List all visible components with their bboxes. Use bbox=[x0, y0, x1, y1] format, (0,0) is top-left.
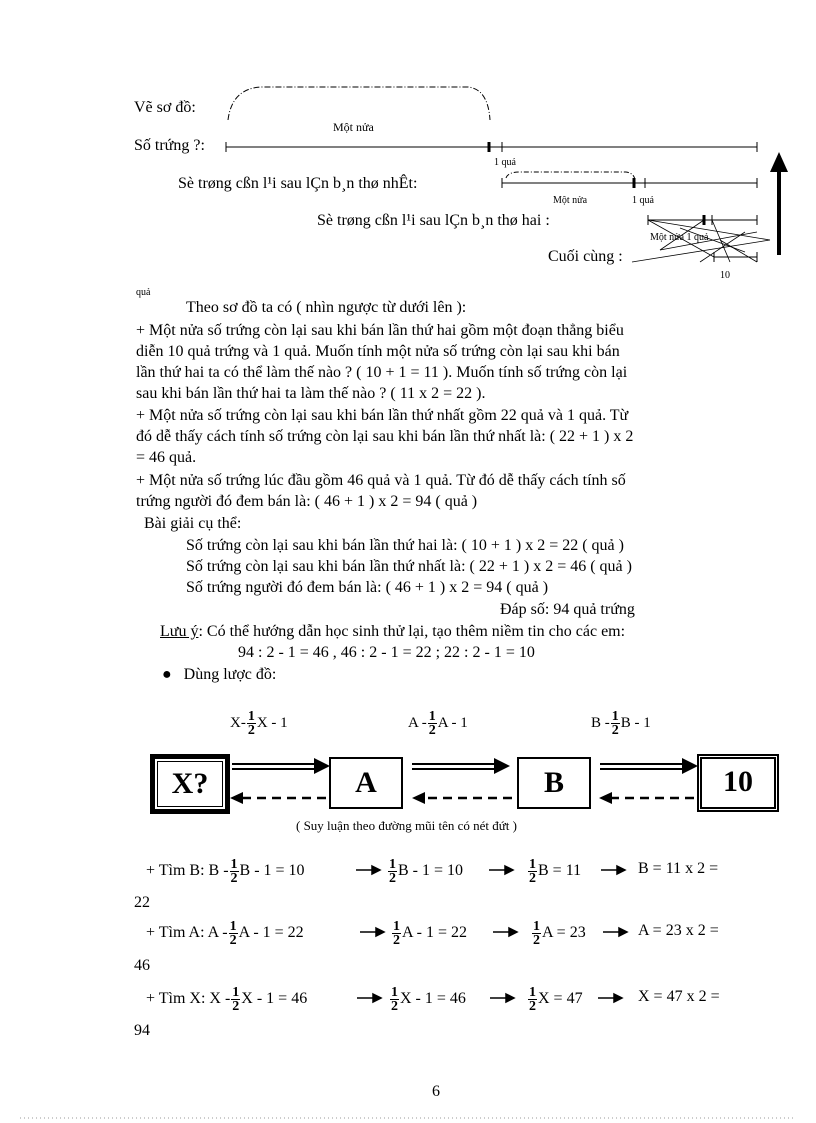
box-a: A bbox=[329, 757, 403, 809]
label-qua: quả bbox=[136, 287, 151, 298]
fraction-half: $\frac{1}{2}$ bbox=[611, 709, 619, 738]
solution-line-1: Số trứng còn lại sau khi bán lần thứ hai là: ( 10 + 1 ) x 2 = 22 ( quả ) bbox=[186, 537, 624, 554]
label-so-trung: Số trứng ?: bbox=[134, 137, 205, 154]
p3-line: + Một nửa số trứng lúc đầu gồm 46 quả và 1 quả. Từ đó dễ thấy cách tính số bbox=[136, 472, 626, 489]
forward-arrow-3 bbox=[600, 764, 684, 769]
p1-line: + Một nửa số trứng còn lại sau khi bán lần thứ hai gồm một đoạn thẳng biểu bbox=[136, 322, 624, 339]
op-label-2: A - $\frac{1}{2}$ A - 1 bbox=[408, 709, 468, 738]
p1-line: lần thứ hai ta có thể làm thế nào ? ( 10 + 1 = 11 ). Muốn tính số trứng còn lại bbox=[136, 364, 628, 381]
box-b: B bbox=[517, 757, 591, 809]
bai-giai: Bài giải cụ thể: bbox=[144, 515, 242, 532]
fraction-half: $\frac{1}{2}$ bbox=[529, 985, 536, 1014]
label-ve-so-do: Vẽ sơ đồ: bbox=[134, 99, 196, 116]
fraction-half: $\frac{1}{2}$ bbox=[229, 919, 237, 948]
label-10: 10 bbox=[720, 270, 730, 281]
forward-arrow-1 bbox=[232, 764, 316, 769]
solve-a-step3: $\frac{1}{2}$ A = 23 bbox=[533, 919, 586, 948]
luu-y-label: Lưu ý bbox=[160, 623, 199, 640]
solve-x-result: 94 bbox=[134, 1022, 150, 1039]
paragraph-1 bbox=[136, 320, 742, 404]
page-number: 6 bbox=[432, 1083, 440, 1100]
paragraph-2 bbox=[136, 405, 742, 468]
solve-a-step2: $\frac{1}{2}$ A - 1 = 22 bbox=[393, 919, 468, 948]
fraction-half: $\frac{1}{2}$ bbox=[393, 919, 400, 948]
p2-line: đó dễ thấy cách tính số trứng còn lại sau khi bán lần thứ nhất là: ( 22 + 1 ) x 2 bbox=[136, 428, 634, 445]
p1-line: diễn 10 quả trứng và 1 quả. Muốn tính một nửa số trứng còn lại sau khi bán bbox=[136, 343, 620, 360]
solve-x-step3: $\frac{1}{2}$ X = 47 bbox=[529, 985, 583, 1014]
fraction-half: $\frac{1}{2}$ bbox=[247, 709, 255, 738]
fraction-half: $\frac{1}{2}$ bbox=[230, 857, 238, 886]
solution-line-2: Số trứng còn lại sau khi bán lần thứ nhất là: ( 22 + 1 ) x 2 = 46 ( quả ) bbox=[186, 558, 632, 575]
solution-line-3: Số trứng người đó đem bán là: ( 46 + 1 ) x 2 = 94 ( quả ) bbox=[186, 579, 549, 596]
op-label-1: X- $\frac{1}{2}$ X - 1 bbox=[230, 709, 288, 738]
p1-line: sau khi bán lần thứ hai ta làm thế nào ? ( 11 x 2 = 22 ). bbox=[136, 385, 486, 402]
p2-line: = 46 quả. bbox=[136, 449, 197, 466]
label-mot-nua-3: Một nửa 1 quả bbox=[650, 232, 709, 243]
brace-half-2 bbox=[506, 172, 635, 180]
fraction-half: $\frac{1}{2}$ bbox=[232, 985, 240, 1014]
solve-b-step2: $\frac{1}{2}$ B - 1 = 10 bbox=[389, 857, 464, 886]
label-mot-nua-2: Một nửa bbox=[553, 195, 588, 206]
solve-a-result: 46 bbox=[134, 957, 150, 974]
forward-arrow-2 bbox=[412, 764, 496, 769]
bullet-icon: ● bbox=[162, 666, 172, 683]
label-row2: Sè trøng cßn l¹i sau lÇn b¸n thø nhÊt: bbox=[178, 175, 418, 192]
label-1-qua-1: 1 quả bbox=[494, 157, 516, 168]
solve-x: + Tìm X: X - $\frac{1}{2}$ X - 1 = 46 bbox=[146, 985, 308, 1014]
solve-x-step2: $\frac{1}{2}$ X - 1 = 46 bbox=[391, 985, 466, 1014]
label-row3: Sè trøng cßn l¹i sau lÇn b¸n thø hai : bbox=[317, 212, 550, 229]
box-10: 10 bbox=[697, 754, 779, 812]
solve-b: + Tìm B: B - $\frac{1}{2}$ B - 1 = 10 bbox=[146, 857, 305, 886]
flow-caption: ( Suy luận theo đường mũi tên có nét đứt ) bbox=[296, 818, 517, 833]
check-line: 94 : 2 - 1 = 46 , 46 : 2 - 1 = 22 ; 22 : 2 - 1 = 10 bbox=[238, 644, 535, 661]
paragraph-3 bbox=[136, 470, 742, 512]
fraction-half: $\frac{1}{2}$ bbox=[533, 919, 540, 948]
segment-diagram bbox=[0, 0, 816, 300]
solve-a: + Tìm A: A - $\frac{1}{2}$ A - 1 = 22 bbox=[146, 919, 304, 948]
p3-line: trứng người đó đem bán là: ( 46 + 1 ) x 2 = 94 ( quả ) bbox=[136, 493, 478, 510]
solve-a-step4: A = 23 x 2 = bbox=[638, 922, 719, 939]
solve-x-step4: X = 47 x 2 = bbox=[638, 988, 720, 1005]
bullet-item bbox=[162, 666, 276, 684]
solve-b-step3: $\frac{1}{2}$ B = 11 bbox=[529, 857, 582, 886]
dung-luoc-do: Dùng lược đồ: bbox=[183, 666, 277, 683]
dap-so: Đáp số: 94 quả trứng bbox=[500, 601, 635, 618]
label-1-qua-2: 1 quả bbox=[632, 195, 654, 206]
op-label-3: B - $\frac{1}{2}$ B - 1 bbox=[591, 709, 651, 738]
label-mot-nua-1: Một nửa bbox=[333, 120, 374, 134]
label-cuoi-cung: Cuối cùng : bbox=[548, 248, 623, 265]
solve-b-result: 22 bbox=[134, 894, 150, 911]
fraction-half: $\frac{1}{2}$ bbox=[389, 857, 396, 886]
fraction-half: $\frac{1}{2}$ bbox=[428, 709, 436, 738]
fraction-half: $\frac{1}{2}$ bbox=[529, 857, 536, 886]
p2-line: + Một nửa số trứng còn lại sau khi bán lần thứ nhất gồm 22 quả và 1 quả. Từ bbox=[136, 407, 629, 424]
box-x: X? bbox=[150, 754, 230, 814]
brace-half-1 bbox=[228, 87, 490, 120]
luu-y bbox=[160, 623, 625, 641]
theo-so-do: Theo sơ đồ ta có ( nhìn ngược từ dưới lên ): bbox=[186, 299, 467, 316]
fraction-half: $\frac{1}{2}$ bbox=[391, 985, 398, 1014]
solve-b-step4: B = 11 x 2 = bbox=[638, 860, 719, 877]
luu-y-text: : Có thể hướng dẫn học sinh thử lại, tạo thêm niềm tin cho các em: bbox=[198, 623, 626, 640]
